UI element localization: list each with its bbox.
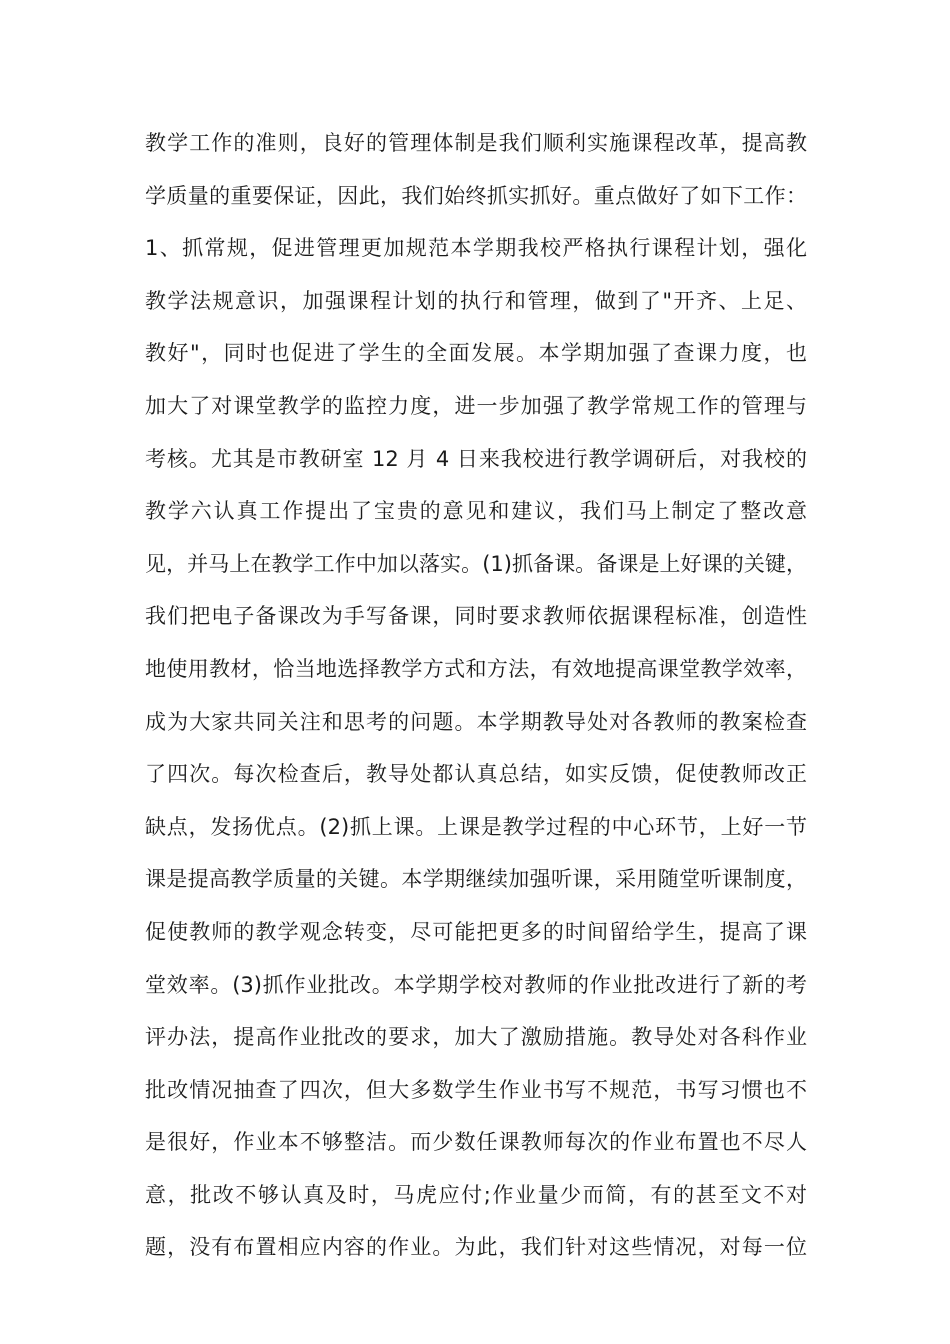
text-line: 加大了对课堂教学的监控力度，进一步加强了教学常规工作的管理与 <box>145 393 807 418</box>
text-line: 成为大家共同关注和思考的问题。本学期教导处对各教师的教案检查 <box>145 709 807 734</box>
text-line: 促使教师的教学观念转变，尽可能把更多的时间留给学生，提高了课 <box>145 919 807 944</box>
text-line: 堂效率。(3)抓作业批改。本学期学校对教师的作业批改进行了新的考 <box>145 972 807 997</box>
text-line: 教学法规意识，加强课程计划的执行和管理，做到了"开齐、上足、 <box>145 288 807 313</box>
text-line: 我们把电子备课改为手写备课，同时要求教师依据课程标准，创造性 <box>145 604 807 629</box>
text-line: 缺点，发扬优点。(2)抓上课。上课是教学过程的中心环节，上好一节 <box>145 814 807 839</box>
text-line: 地使用教材，恰当地选择教学方式和方法，有效地提高课堂教学效率， <box>145 656 807 681</box>
body-text <box>145 117 807 1274</box>
text-line: 教学工作的准则，良好的管理体制是我们顺利实施课程改革，提高教 <box>145 131 807 155</box>
text-line: 是很好，作业本不够整洁。而少数任课教师每次的作业布置也不尽人 <box>145 1130 807 1155</box>
text-line: 意，批改不够认真及时，马虎应付;作业量少而简，有的甚至文不对 <box>145 1182 807 1207</box>
text-line: 考核。尤其是市教研室 12 月 4 日来我校进行教学调研后，对我校的 <box>145 446 807 471</box>
text-line: 题，没有布置相应内容的作业。为此，我们针对这些情况，对每一位 <box>145 1235 807 1260</box>
text-line: 1、抓常规，促进管理更加规范本学期我校严格执行课程计划，强化 <box>145 236 807 261</box>
text-line: 见，并马上在教学工作中加以落实。(1)抓备课。备课是上好课的关键， <box>145 551 807 576</box>
text-line: 课是提高教学质量的关键。本学期继续加强听课，采用随堂听课制度， <box>145 867 807 892</box>
text-line: 评办法，提高作业批改的要求，加大了激励措施。教导处对各科作业 <box>145 1025 807 1050</box>
text-line: 了四次。每次检查后，教导处都认真总结，如实反馈，促使教师改正 <box>145 762 807 787</box>
text-line: 教学六认真工作提出了宝贵的意见和建议，我们马上制定了整改意 <box>145 499 807 524</box>
text-line: 学质量的重要保证，因此，我们始终抓实抓好。重点做好了如下工作： <box>145 183 807 208</box>
text-line: 教好"，同时也促进了学生的全面发展。本学期加强了查课力度，也 <box>145 341 807 366</box>
text-line: 批改情况抽查了四次，但大多数学生作业书写不规范，书写习惯也不 <box>145 1077 807 1102</box>
